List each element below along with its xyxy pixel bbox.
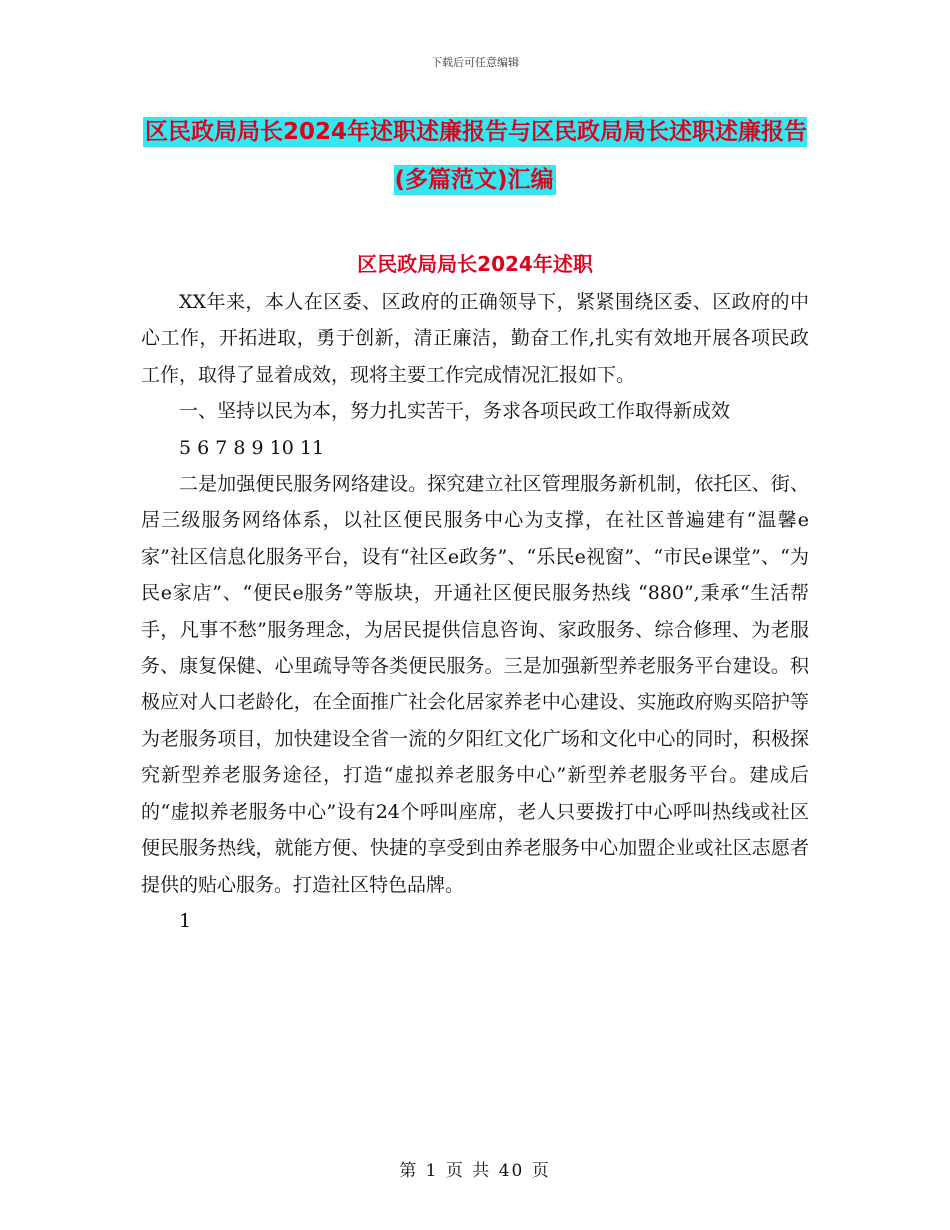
paragraph: 二是加强便民服务网络建设。探究建立社区管理服务新机制，依托区、街、居三级服务网络体系，以社区便民服务中心为支撑，在社区普遍建有“温馨e家”社区信息化服务平台，设有“社区e政务”、“乐民e视窗”、“市民e课堂”、“为民e家店”、“便民e服务”等版块，开通社区便民服务热线 “880”,秉承“生活帮手，凡事不愁”服务理念，为居民提供信息咨询、家政服务、综合修理、为老服务、康复保健、心里疏导等各类便民服务。三是加强新型养老服务平台建设。积极应对人口老龄化，在全面推广社会化居家养老中心建设、实施政府购买陪护等为老服务项目，加快建设全省一流的夕阳红文化广场和文化中心的同时，积极探究新型养老服务途径，打造“虚拟养老服务中心”新型养老服务平台。建成后的“虚拟养老服务中心”设有24个呼叫座席，老人只要拨打中心呼叫热线或社区便民服务热线，就能方便、快捷的享受到由养老服务中心加盟企业或社区志愿者提供的贴心服务。打造社区特色品牌。 [141,473,809,896]
document-body [141,284,809,939]
document-title [140,108,810,204]
paragraph: 5 6 7 8 9 10 11 [179,436,325,459]
document-title-text: 区民政局局长2024年述职述廉报告与区民政局局长述职述廉报告(多篇范文)汇编 [144,119,807,193]
paragraph: 1 [179,909,192,932]
page-footer: 第 1 页 共 40 页 [399,1161,551,1181]
paragraph: XX年来，本人在区委、区政府的正确领导下，紧紧围绕区委、区政府的中心工作，开拓进取，勇于创新，清正廉洁，勤奋工作,扎实有效地开展各项民政工作，取得了显着成效，现将主要工作完成情况汇报如下。 [141,291,809,386]
header-note: 下载后可任意编辑 [431,56,519,69]
paragraph: 一、坚持以民为本，努力扎实苦干，务求各项民政工作取得新成效 [179,400,731,423]
section-title: 区民政局局长2024年述职 [357,252,593,276]
